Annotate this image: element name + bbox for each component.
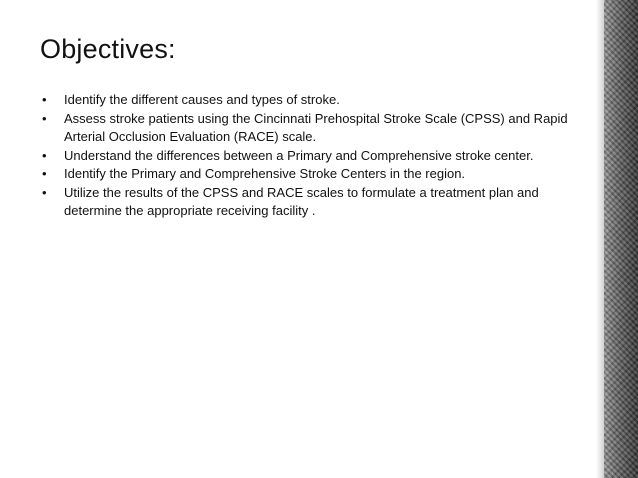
bullet-icon: • (42, 184, 47, 200)
bullet-text: Identify the Primary and Comprehensive Stroke Centers in the region. (64, 166, 466, 181)
list-item (42, 147, 582, 166)
list-item (42, 110, 582, 147)
slide-title: Objectives: (40, 34, 176, 64)
bullet-icon: • (42, 166, 47, 181)
list-item (42, 165, 582, 184)
side-strip-shadow (596, 0, 604, 478)
bullet-text: Utilize the results of the CPSS and RACE scales to formulate a treatment plan and determine the appropriate receiving facility . (64, 184, 539, 218)
bullet-icon: • (42, 147, 47, 163)
bullet-text: Identify the different causes and types of stroke. (64, 92, 340, 107)
bullet-icon: • (42, 110, 47, 126)
bullet-text: Understand the differences between a Primary and Comprehensive stroke center. (64, 147, 534, 163)
side-texture-strip (604, 0, 638, 478)
objectives-list (42, 91, 582, 221)
list-item (42, 184, 582, 221)
bullet-text: Assess stroke patients using the Cincinnati Prehospital Stroke Scale (CPSS) and Rapid Arterial Occlusion Evaluation (RACE) scale. (64, 110, 568, 144)
bullet-icon: • (42, 92, 47, 107)
list-item (42, 91, 582, 110)
